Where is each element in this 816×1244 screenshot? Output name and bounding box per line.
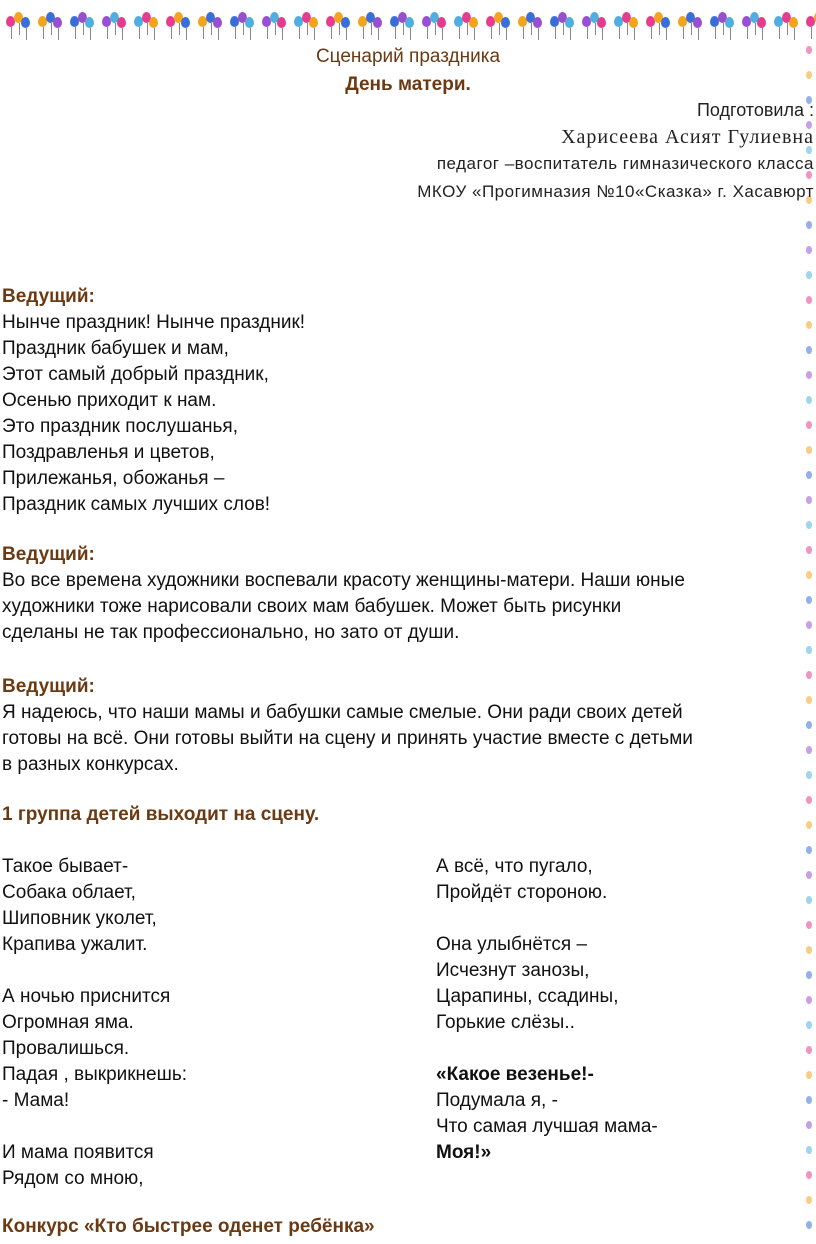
poem-line bbox=[436, 1036, 658, 1062]
document-subtitle: День матери. bbox=[345, 74, 471, 95]
poem-line: «Какое везенье!- bbox=[436, 1064, 594, 1085]
poem-line: Царапины, ссадины, bbox=[436, 986, 619, 1007]
poem-line: Исчезнут занозы, bbox=[436, 960, 590, 981]
section-2 bbox=[2, 542, 810, 646]
poem-line: А всё, что пугало, bbox=[436, 856, 593, 877]
poem-left-column bbox=[2, 854, 187, 1192]
paragraph-line: Во все времена художники воспевали красоту женщины-матери. Наши юные bbox=[2, 570, 685, 591]
poem-line: Огромная яма. bbox=[2, 1012, 134, 1033]
paragraph-line: готовы на всё. Они готовы выйти на сцену и принять участие вместе с детьми bbox=[2, 728, 693, 749]
contest-heading: Конкурс «Кто быстрее оденет ребёнка» bbox=[2, 1216, 375, 1237]
school-name: МКОУ «Прогимназия №10«Сказка» г. Хасавюрт bbox=[417, 182, 814, 201]
poem-line bbox=[2, 1114, 187, 1140]
paragraph-line: сделаны не так профессионально, но зато от души. bbox=[2, 622, 460, 643]
verse-line: Нынче праздник! Нынче праздник! bbox=[2, 312, 306, 333]
verse-line: Поздравленья и цветов, bbox=[2, 442, 215, 463]
poem-line: Что самая лучшая мама- bbox=[436, 1116, 658, 1137]
poem-line: Крапива ужалит. bbox=[2, 934, 148, 955]
poem-line: - Мама! bbox=[2, 1090, 70, 1111]
speaker-label: Ведущий: bbox=[2, 544, 95, 565]
section-1 bbox=[2, 284, 810, 518]
group-heading: 1 группа детей выходит на сцену. bbox=[2, 804, 320, 825]
poem-line: Она улыбнётся – bbox=[436, 934, 588, 955]
poem-line: Горькие слёзы.. bbox=[436, 1012, 575, 1033]
verse-line: Праздник бабушек и мам, bbox=[2, 338, 229, 359]
poem-line: Собака облает, bbox=[2, 882, 136, 903]
author-position: педагог –воспитатель гимназического класса bbox=[436, 154, 814, 173]
document-title: Сценарий праздника bbox=[315, 46, 501, 67]
author-name: Харисеева Асият Гулиевна bbox=[561, 126, 814, 148]
verse-line: Это праздник послушанья, bbox=[2, 416, 238, 437]
paragraph-line: Я надеюсь, что наши мамы и бабушки самые смелые. Они ради своих детей bbox=[2, 702, 683, 723]
poem-line: Рядом со мною, bbox=[2, 1168, 144, 1189]
poem-line: Такое бывает- bbox=[2, 856, 129, 877]
poem-line: Падая , выкрикнешь: bbox=[2, 1064, 188, 1085]
speaker-label: Ведущий: bbox=[2, 286, 95, 307]
poem-line: А ночью приснится bbox=[2, 986, 171, 1007]
poem-line: Подумала я, - bbox=[436, 1090, 558, 1111]
section-3 bbox=[2, 674, 810, 778]
poem-line bbox=[436, 906, 658, 932]
verse-line: Прилежанья, обожанья – bbox=[2, 468, 225, 489]
poem-line: Моя!» bbox=[436, 1142, 492, 1163]
prepared-by-label: Подготовила : bbox=[696, 100, 814, 120]
verse-line: Осенью приходит к нам. bbox=[2, 390, 217, 411]
poem-line: Провалишься. bbox=[2, 1038, 130, 1059]
paragraph-line: в разных конкурсах. bbox=[2, 754, 179, 775]
poem-line: Шиповник уколет, bbox=[2, 908, 157, 929]
poem-line: И мама появится bbox=[2, 1142, 154, 1163]
poem-line: Пройдёт стороною. bbox=[436, 882, 608, 903]
verse-line: Праздник самых лучших слов! bbox=[2, 494, 271, 515]
paragraph-line: художники тоже нарисовали своих мам бабушек. Может быть рисунки bbox=[2, 596, 622, 617]
verse-line: Этот самый добрый праздник, bbox=[2, 364, 269, 385]
speaker-label: Ведущий: bbox=[2, 676, 95, 697]
poem-line bbox=[2, 958, 187, 984]
poem-right-column bbox=[436, 854, 658, 1166]
